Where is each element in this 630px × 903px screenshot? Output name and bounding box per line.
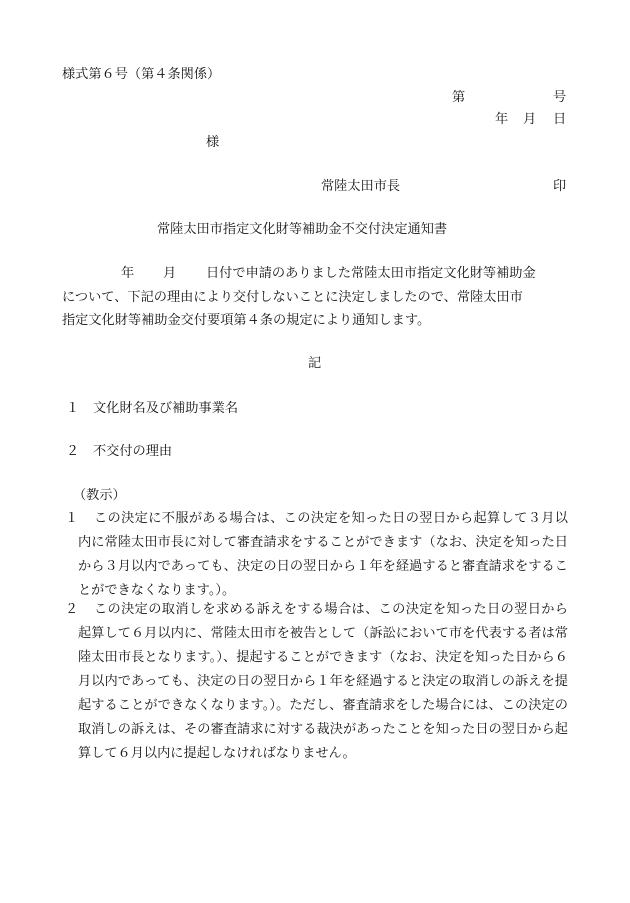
notice-header: （教示） bbox=[73, 488, 126, 503]
addressee-suffix: 様 bbox=[206, 135, 220, 150]
body-line2: について、下記の理由により交付しないことに決定しましたので、常陸太田市 bbox=[62, 290, 523, 305]
notice-1-number: １ bbox=[65, 511, 79, 526]
item1-number: １ bbox=[66, 401, 80, 416]
date-month: 月 bbox=[523, 112, 537, 127]
body-line3: 指定文化財等補助金交付要項第４条の規定により通知します。 bbox=[62, 313, 431, 328]
issuer: 常陸太田市長 bbox=[321, 179, 401, 194]
ki-label: 記 bbox=[308, 356, 322, 371]
item2-number: ２ bbox=[66, 444, 80, 459]
seal: 印 bbox=[553, 179, 567, 194]
doc-number-suffix: 号 bbox=[553, 90, 567, 105]
notice-2-text: この決定の取消しを求める訴えをする場合は、この決定を知った日の翌日から起算して６月以内に、常陸太田市を被告として（訴訟において市を代表する者は常陸太田市長となります。）、提起することができます（なお、決定を知った日から６月以内であっても、決定の日の翌日から１年を経過すると決定の取消しの訴えを提起することができなくなります。）。ただし、審査請求をした場合には、この決定の取消しの訴えは、その審査請求に対する裁決があったことを知った日の翌日から起算して６月以内に提起しなければなりません。 bbox=[78, 602, 568, 761]
notice-1 bbox=[62, 507, 568, 603]
notice-1-text: この決定に不服がある場合は、この決定を知った日の翌日から起算して３月以内に常陸太田市長に対して審査請求をすることができます（なお、決定を知った日から３月以内であっても、決定の日の翌日から１年を経過すると審査請求をすることができなくなります。）。 bbox=[78, 511, 568, 598]
body-month: 月 bbox=[163, 266, 177, 281]
doc-number-prefix: 第 bbox=[452, 90, 466, 105]
notice-2-number: ２ bbox=[65, 602, 79, 617]
body-line1-rest: 日付で申請のありました常陸太田市指定文化財等補助金 bbox=[206, 266, 536, 281]
document-title: 常陸太田市指定文化財等補助金不交付決定通知書 bbox=[157, 222, 448, 237]
form-number: 様式第６号（第４条関係） bbox=[62, 67, 221, 82]
item2-label: 不交付の理由 bbox=[93, 444, 173, 459]
item1-label: 文化財名及び補助事業名 bbox=[93, 401, 239, 416]
date-day: 日 bbox=[553, 112, 567, 127]
body-year: 年 bbox=[121, 266, 135, 281]
date-year: 年 bbox=[495, 112, 509, 127]
notice-2 bbox=[62, 598, 568, 766]
